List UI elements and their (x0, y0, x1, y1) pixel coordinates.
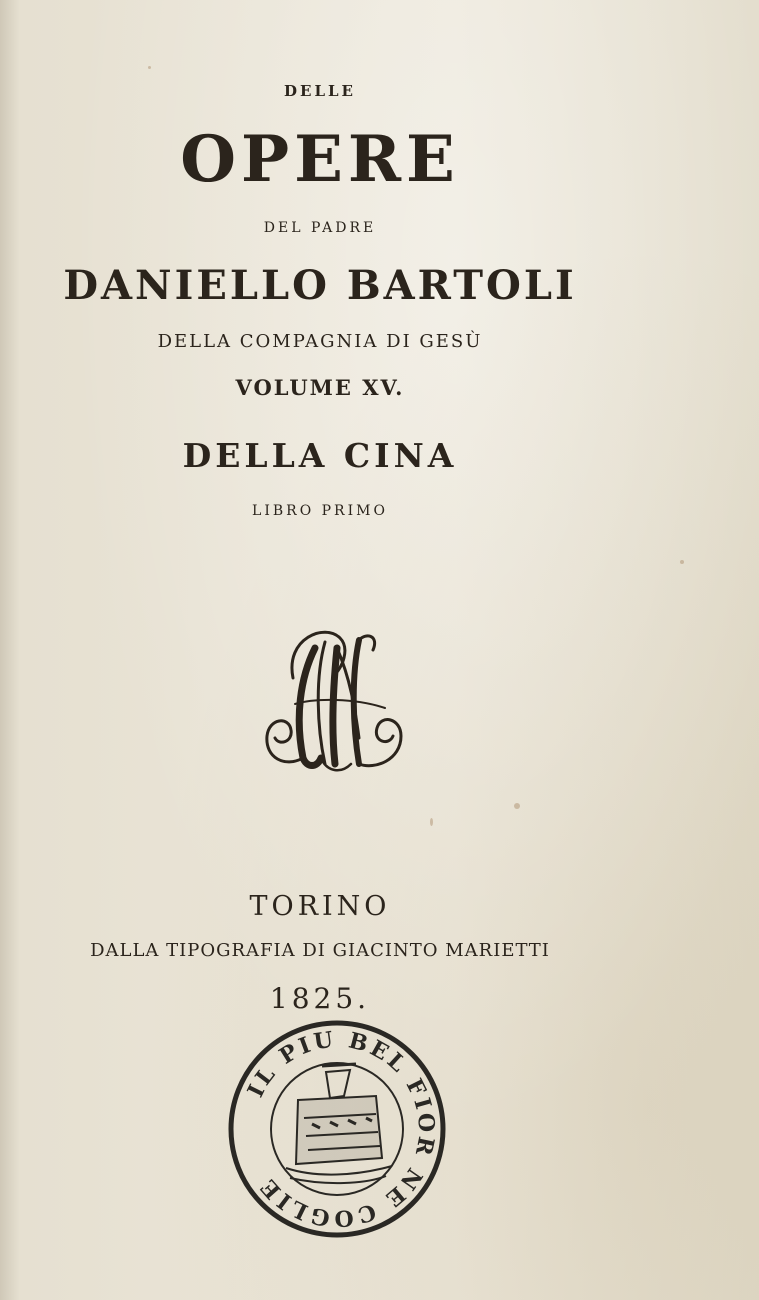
main-title: OPERE (180, 122, 460, 197)
library-stamp-icon (226, 1018, 448, 1240)
volume-number: VOLUME XV. (235, 375, 405, 400)
imprint-publisher: DALLA TIPOGRAFIA DI GIACINTO MARIETTI (90, 940, 550, 961)
foxing-spot (514, 803, 520, 809)
book-number: LIBRO PRIMO (252, 503, 388, 519)
author-prefix: DEL PADRE (263, 220, 377, 236)
foxing-spot (148, 66, 151, 69)
title-prefix: DELLE (284, 82, 356, 100)
author-order: DELLA COMPAGNIA DI GESÙ (157, 331, 483, 352)
stamp-legend: IL PIU BEL FIOR NE COGLIE (242, 1026, 440, 1232)
foxing-spot (430, 818, 433, 826)
foxing-spot (680, 560, 684, 564)
author-name: DANIELLO BARTOLI (63, 262, 577, 309)
imprint-city: TORINO (249, 891, 391, 922)
imprint-year: 1825. (269, 982, 371, 1015)
monogram-icon (255, 618, 415, 778)
work-title: DELLA CINA (182, 436, 458, 475)
